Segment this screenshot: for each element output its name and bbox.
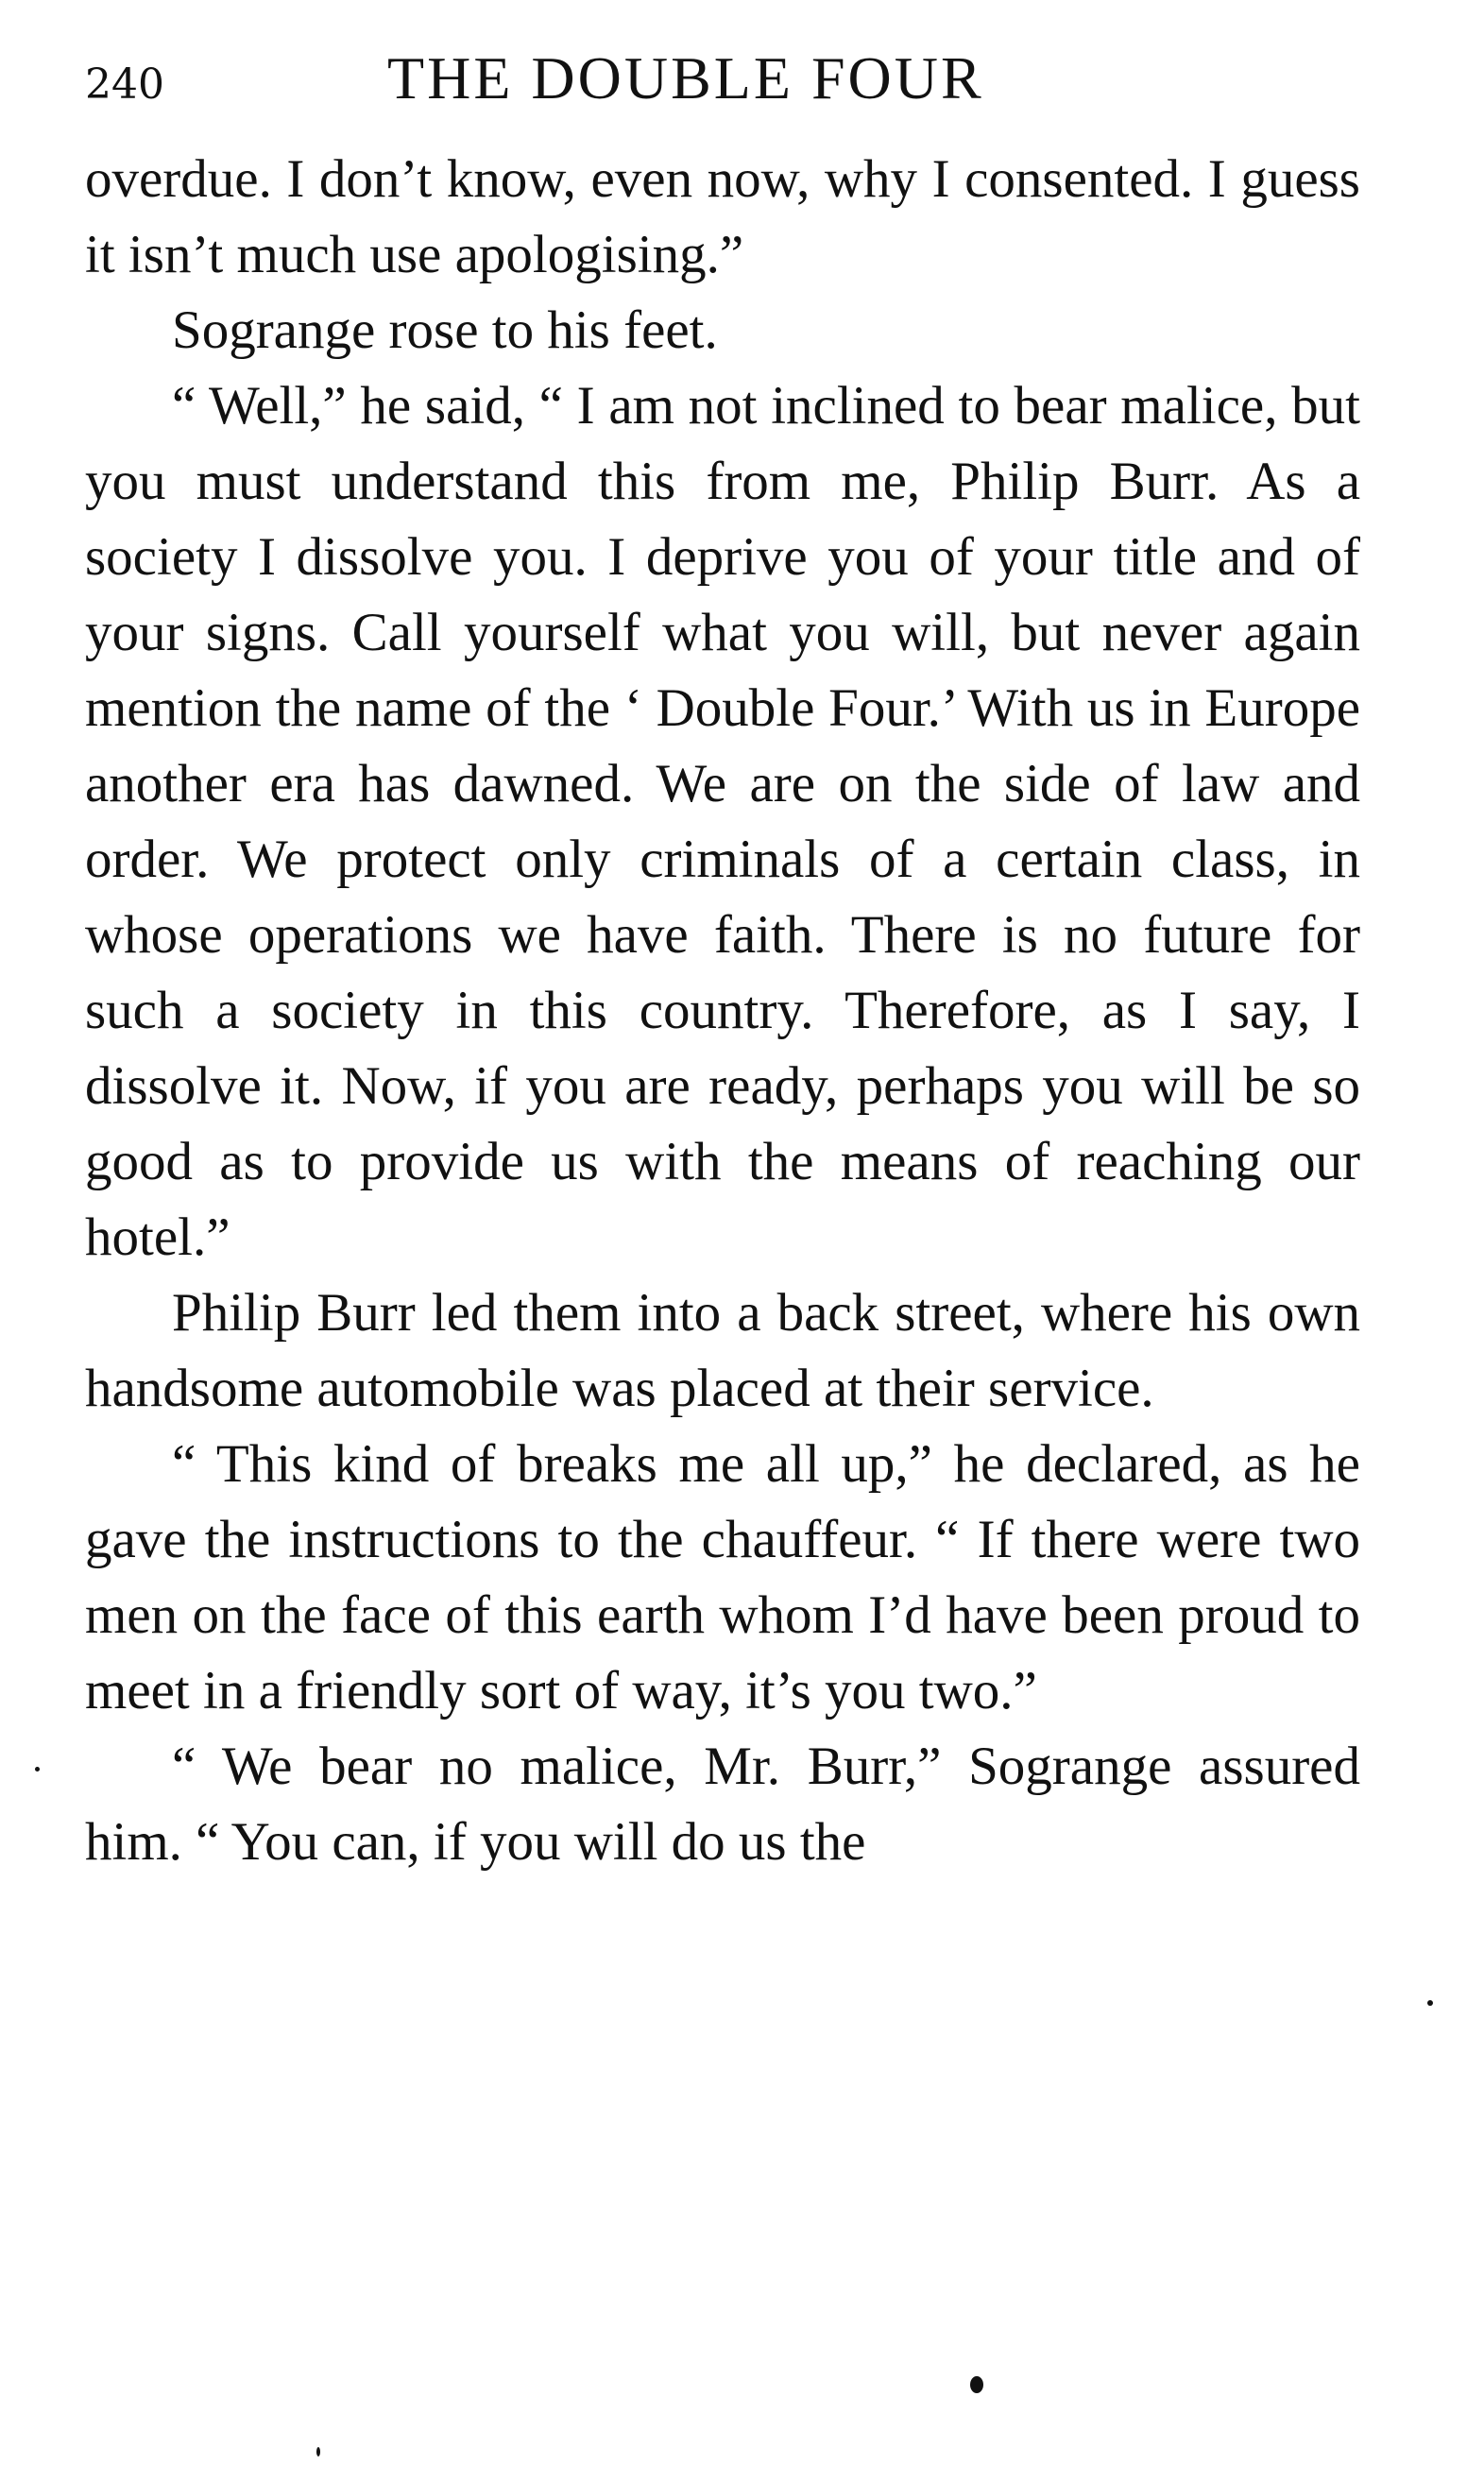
paragraph: Philip Burr led them into a back street, where his own handsome automobile was placed at their service. xyxy=(85,1283,1360,1418)
ink-speck xyxy=(35,1767,40,1772)
ink-speck xyxy=(970,2376,983,2393)
body-text xyxy=(85,142,1360,1880)
page-header xyxy=(85,38,1360,123)
paragraph: “ We bear no malice, Mr. Burr,” Sogrange assured him. “ You can, if you will do us the xyxy=(85,1737,1360,1872)
ink-speck xyxy=(316,2447,320,2456)
paragraph: overdue. I don’t know, even now, why I consented. I guess it isn’t much use apologising.” xyxy=(85,149,1360,284)
paragraph: “ This kind of breaks me all up,” he declared, as he gave the instructions to the chauffeur. “ If there were two men on the face of this earth whom I’d have been proud to meet in a friendly sort of way, it’s you two.” xyxy=(85,1434,1360,1720)
paragraph: “ Well,” he said, “ I am not inclined to bear malice, but you must understand this from me, Philip Burr. As a society I dissolve you. I deprive you of your title and of your signs. Call yourself what you will, but never again mention the name of the ‘ Double Four.’ With us in Europe another era has dawned. We are on the side of law and order. We protect only criminals of a certain class, in whose operations we have faith. There is no future for such a society in this country. Therefore, as I say, I dissolve it. Now, if you are ready, perhaps you will be so good as to provide us with the means of reaching our hotel.” xyxy=(85,376,1360,1267)
running-title: THE DOUBLE FOUR xyxy=(387,44,984,111)
ink-speck xyxy=(1427,2000,1433,2006)
paragraph: Sogrange rose to his feet. xyxy=(172,300,718,360)
page-number: 240 xyxy=(85,60,164,109)
